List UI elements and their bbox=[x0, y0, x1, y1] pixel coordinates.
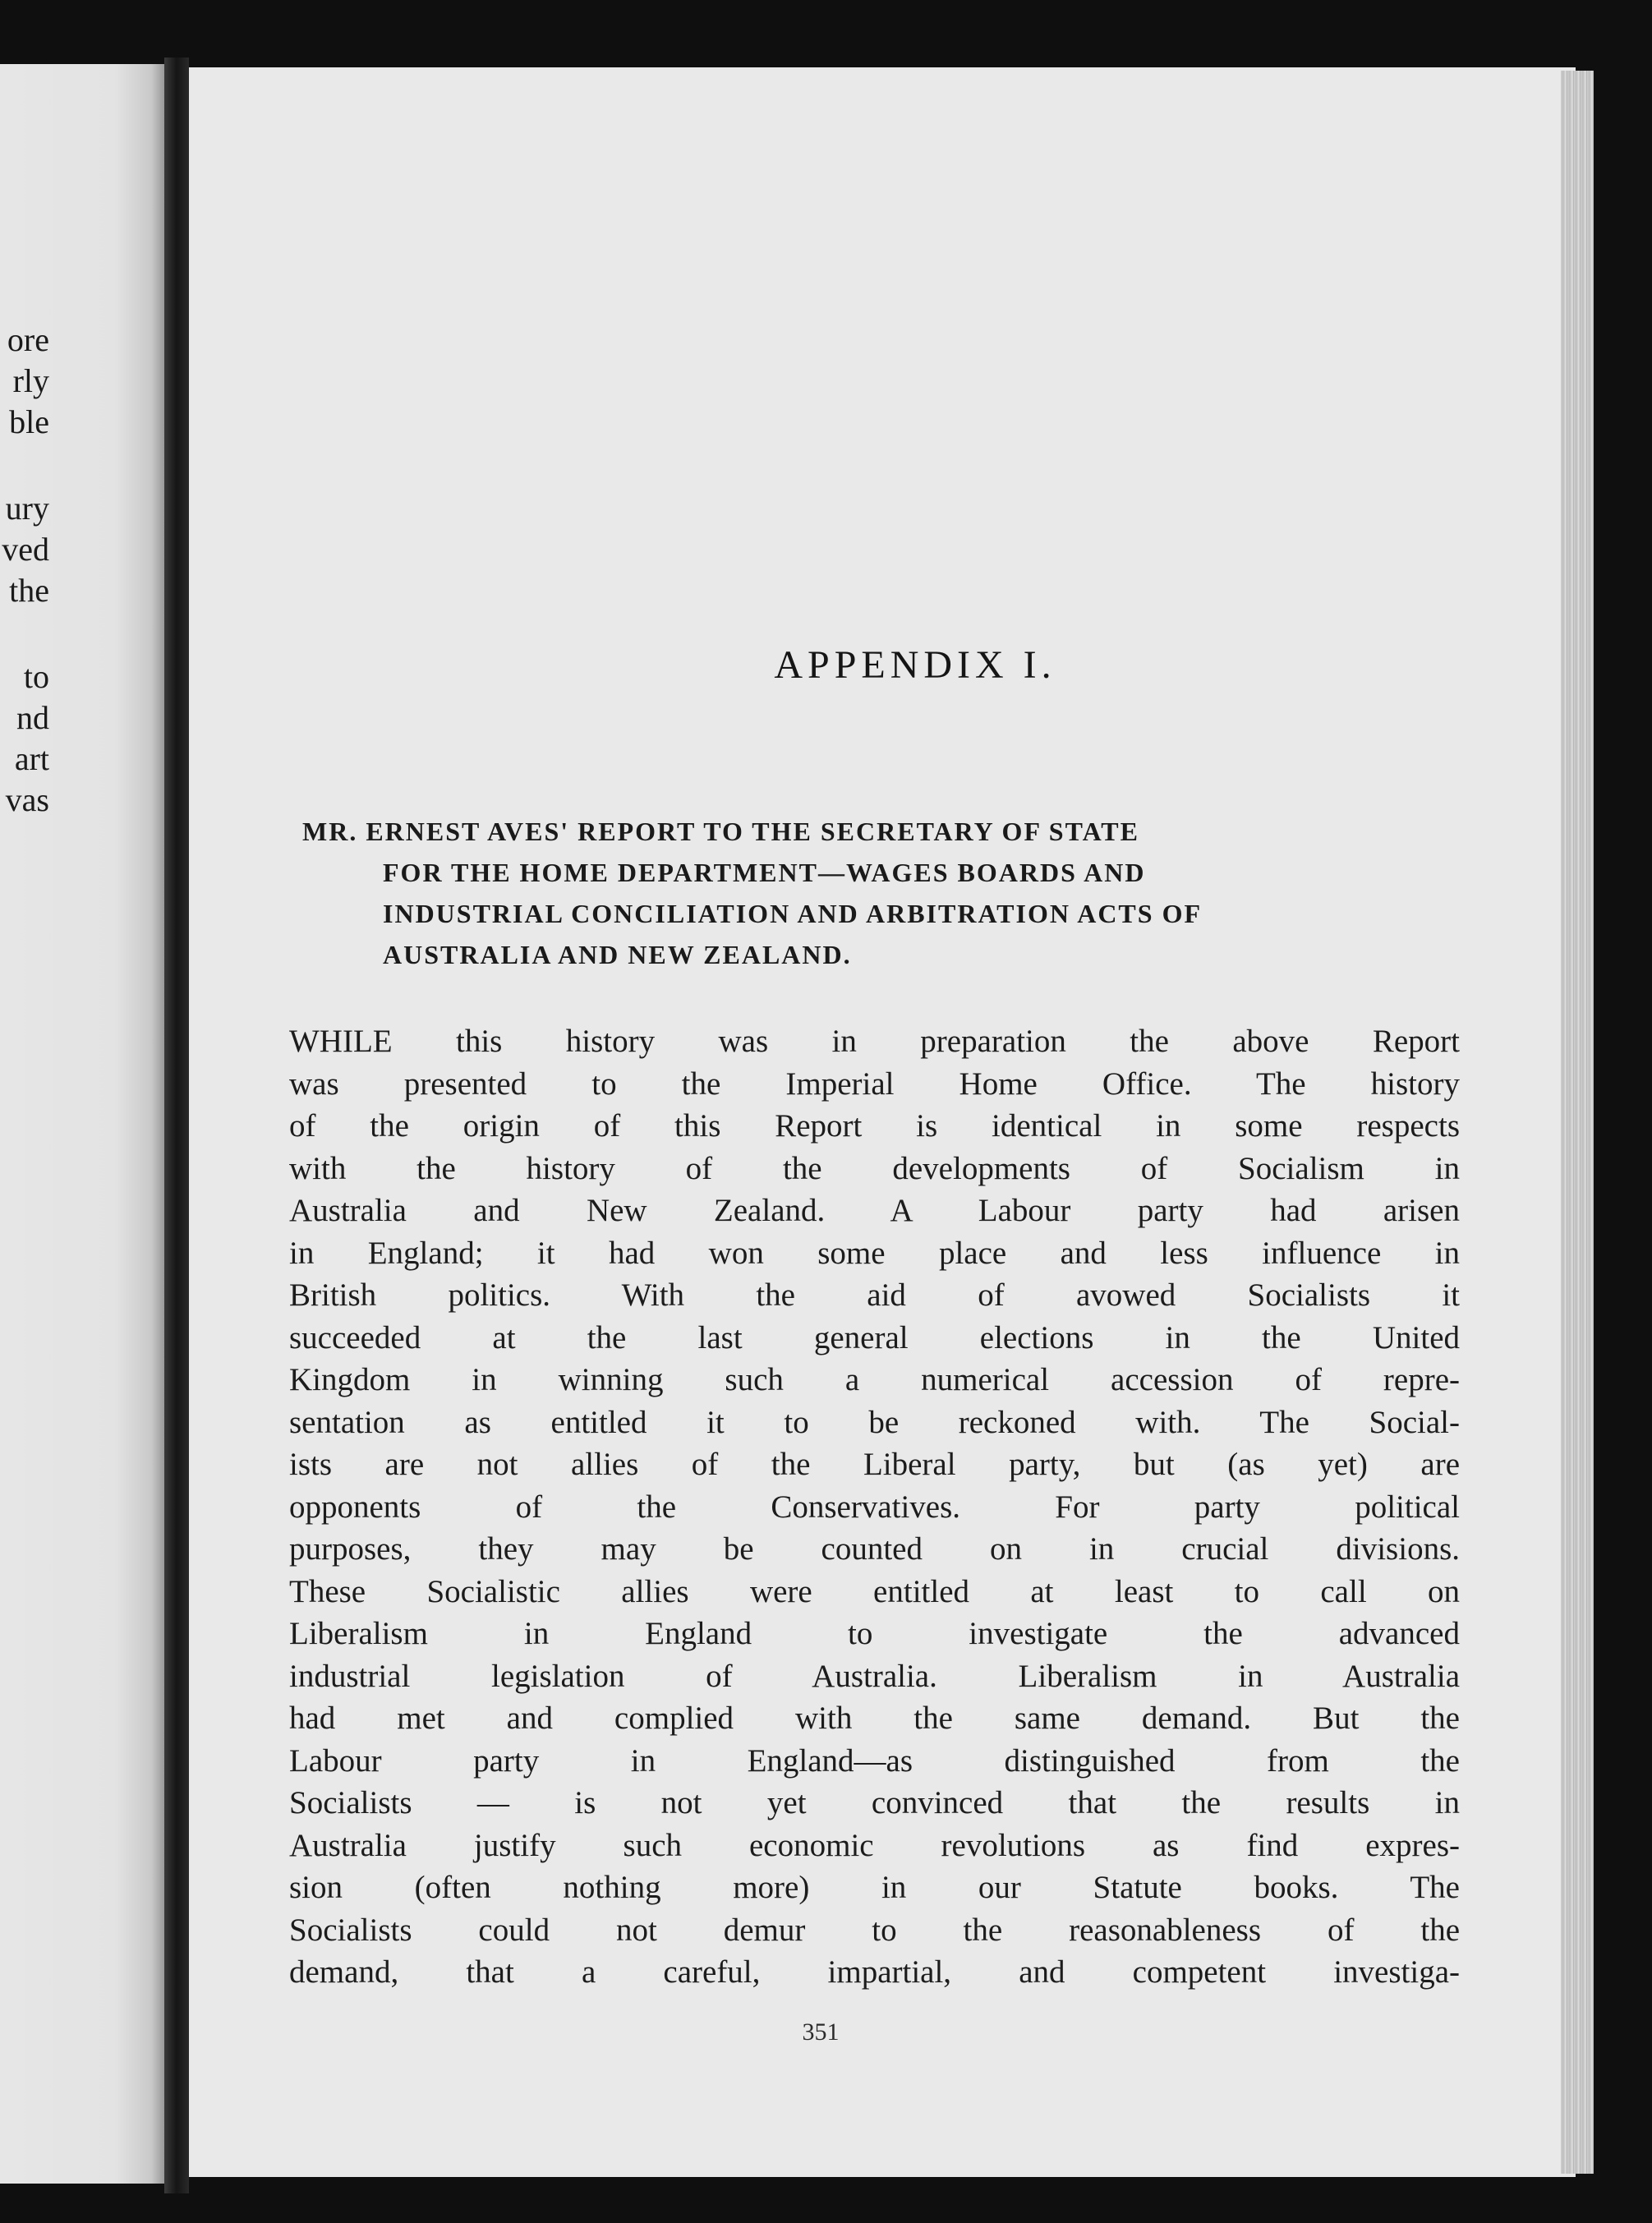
left-page-fragment: the bbox=[9, 572, 49, 609]
left-page-fragment: ved bbox=[2, 531, 49, 568]
body-line: was presented to the Imperial Home Office. The history bbox=[289, 1065, 1460, 1102]
subheading-line: MR. ERNEST AVES' REPORT TO THE SECRETARY OF STATE bbox=[302, 817, 1139, 846]
left-page-fragment: vas bbox=[5, 781, 49, 818]
body-line: ists are not allies of the Liberal party, but (as yet) are bbox=[289, 1447, 1460, 1482]
body-line: sion (often nothing more) in our Statute books. The bbox=[289, 1870, 1460, 1905]
body-line: These Socialistic allies were entitled at least to call on bbox=[289, 1573, 1460, 1609]
right-page bbox=[189, 67, 1576, 2177]
body-paragraph bbox=[289, 1020, 1460, 1994]
left-page bbox=[0, 64, 164, 2184]
body-line: sentation as entitled it to be reckoned with. The Social- bbox=[289, 1404, 1460, 1440]
body-line: had met and complied with the same demand. But the bbox=[289, 1701, 1460, 1736]
body-line: Socialists could not demur to the reasonableness of the bbox=[289, 1912, 1460, 1948]
left-page-fragment: ble bbox=[9, 403, 49, 440]
body-line: succeeded at the last general elections in the United bbox=[289, 1319, 1460, 1355]
body-line: industrial legislation of Australia. Liberalism in Australia bbox=[289, 1658, 1460, 1694]
body-line: WHILE this history was in preparation the above Report bbox=[289, 1024, 1460, 1059]
left-page-fragment: rly bbox=[12, 362, 49, 399]
body-line: Socialists — is not yet convinced that the results in bbox=[289, 1785, 1460, 1820]
subheading-line: FOR THE HOME DEPARTMENT—WAGES BOARDS AND bbox=[383, 858, 1146, 887]
body-line: Liberalism in England to investigate the advanced bbox=[289, 1616, 1460, 1651]
body-line: opponents of the Conservatives. For party political bbox=[289, 1489, 1460, 1525]
appendix-heading: APPENDIX I. bbox=[774, 643, 1056, 687]
page-edges bbox=[1561, 71, 1594, 2174]
left-page-fragment: ore bbox=[7, 321, 49, 358]
body-line: purposes, they may be counted on in crucial divisions. bbox=[289, 1531, 1460, 1567]
page-number: 351 bbox=[802, 2018, 840, 2046]
subheading-line: AUSTRALIA AND NEW ZEALAND. bbox=[383, 940, 852, 969]
body-line: of the origin of this Report is identical in some respects bbox=[289, 1108, 1460, 1144]
left-page-fragment: ury bbox=[5, 490, 49, 527]
body-line: Australia justify such economic revolutions as find expres- bbox=[289, 1827, 1460, 1863]
left-page-fragment: art bbox=[14, 740, 49, 777]
body-line: British politics. With the aid of avowed Socialists it bbox=[289, 1277, 1460, 1313]
left-page-fragment: to bbox=[23, 658, 49, 695]
left-page-fragment: nd bbox=[16, 699, 49, 736]
body-line: Labour party in England—as distinguished from the bbox=[289, 1742, 1460, 1779]
appendix-subheading bbox=[302, 811, 1473, 975]
book-gutter bbox=[164, 58, 189, 2193]
body-line: with the history of the developments of Socialism in bbox=[289, 1150, 1460, 1186]
subheading-line: INDUSTRIAL CONCILIATION AND ARBITRATION ACTS OF bbox=[383, 899, 1202, 928]
body-line: Australia and New Zealand. A Labour party had arisen bbox=[289, 1193, 1460, 1228]
body-line: Kingdom in winning such a numerical accession of repre- bbox=[289, 1362, 1460, 1397]
body-line: demand, that a careful, impartial, and competent investiga- bbox=[289, 1954, 1460, 1990]
body-line: in England; it had won some place and less influence in bbox=[289, 1235, 1460, 1271]
